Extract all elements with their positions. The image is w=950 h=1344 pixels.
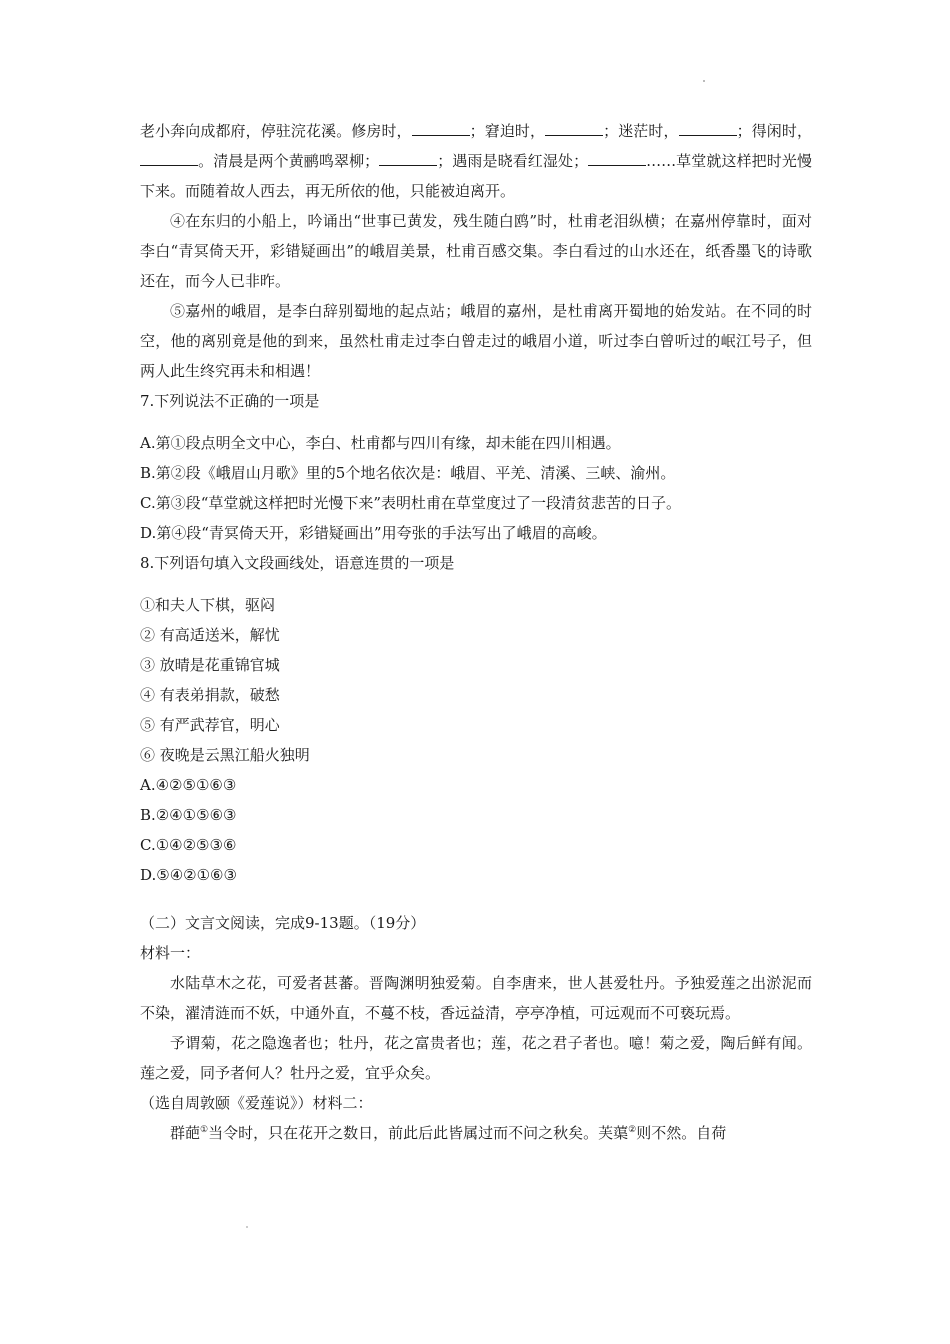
text: 群葩 — [170, 1124, 201, 1142]
text: 。清晨是两个黄鹂鸣翠柳； — [198, 152, 380, 170]
paragraph-4: ④在东归的小船上，吟诵出“世事已黄发，残生随白鸥”时，杜甫老泪纵横；在嘉州停靠时，面对李白“青冥倚天开，彩错疑画出”的峨眉美景，杜甫百感交集。李白看过的山水还在，纸香墨飞的诗歌还在，而今人已非昨。 — [140, 212, 812, 290]
text: 则不然。自荷 — [636, 1124, 727, 1142]
text: ；遇雨是晓看红湿处； — [437, 152, 589, 170]
q7-option-b: B.第②段《峨眉山月歌》里的5个地名依次是：峨眉、平羌、清溪、三峡、渝州。 — [140, 464, 676, 482]
material-1-paragraph-2: 予谓菊，花之隐逸者也；牡丹，花之富贵者也；莲，花之君子者也。噫！菊之爱，陶后鲜有闻。莲之爱，同予者何人？牡丹之爱，宜乎众矣。 — [140, 1034, 812, 1082]
footnote-ref-2: ② — [628, 1125, 637, 1135]
paragraph-5: ⑤嘉州的峨眉，是李白辞别蜀地的起点站；峨眉的嘉州，是杜甫离开蜀地的始发站。在不同的时空，他的离别竟是他的到来，虽然杜甫走过李白曾走过的峨眉小道，听过李白曾听过的岷江号子，但两人此生终究再未和相遇！ — [140, 302, 812, 380]
q8-option-c: C.①④②⑤③⑥ — [140, 836, 237, 854]
q7-option-d: D.第④段“青冥倚天开，彩错疑画出”用夸张的手法写出了峨眉的高峻。 — [140, 524, 607, 542]
fill-blank — [545, 121, 603, 136]
fill-blank — [379, 151, 437, 166]
scan-dot — [246, 1226, 248, 1228]
text: ；窘迫时， — [469, 122, 546, 140]
paragraph-3 — [140, 116, 812, 206]
question-8-stem: 8.下列语句填入文段画线处，语意连贯的一项是 — [140, 554, 455, 572]
text: ……草堂就这样把时光慢下来。而随着故人西去，再无所依的他，只能被迫离开。 — [140, 152, 812, 200]
material-1-label: 材料一： — [140, 944, 201, 962]
document-body — [140, 116, 812, 1148]
material-2-paragraph-1 — [140, 1118, 812, 1148]
fill-blank — [140, 151, 198, 166]
question-7-stem: 7.下列说法不正确的一项是 — [140, 392, 320, 410]
fill-blank — [412, 121, 470, 136]
q7-option-c: C.第③段“草堂就这样把时光慢下来”表明杜甫在草堂度过了一段清贫悲苦的日子。 — [140, 494, 682, 512]
fill-blank — [679, 121, 737, 136]
text: ；迷茫时， — [603, 122, 679, 140]
q8-item: ⑤ 有严武荐官，明心 — [140, 716, 280, 734]
footnote-ref-1: ① — [200, 1125, 209, 1135]
fill-blank — [588, 151, 646, 166]
q8-item: ①和夫人下棋，驱闷 — [140, 596, 276, 614]
q8-option-d: D.⑤④②①⑥③ — [140, 866, 237, 884]
q8-item: ③ 放晴是花重锦官城 — [140, 656, 280, 674]
source-and-material-2-label: （选自周敦颐《爱莲说》）材料二： — [140, 1094, 373, 1112]
q8-item: ④ 有表弟捐款，破愁 — [140, 686, 280, 704]
q8-option-a: A.④②⑤①⑥③ — [140, 776, 237, 794]
material-1-paragraph-1: 水陆草木之花，可爱者甚蕃。晋陶渊明独爱菊。自李唐来，世人甚爱牡丹。予独爱莲之出淤泥而不染，濯清涟而不妖，中通外直，不蔓不枝，香远益清，亭亭净植，可远观而不可亵玩焉。 — [140, 974, 812, 1022]
q8-item: ⑥ 夜晚是云黑江船火独明 — [140, 746, 310, 764]
scan-dot — [703, 80, 705, 82]
text: 老小奔向成都府，停驻浣花溪。修房时， — [140, 122, 412, 140]
q7-option-a: A.第①段点明全文中心，李白、杜甫都与四川有缘，却未能在四川相遇。 — [140, 434, 621, 452]
section-2-heading: （二）文言文阅读，完成9-13题。（19分） — [140, 914, 426, 932]
q8-item: ② 有高适送米，解忧 — [140, 626, 280, 644]
q8-option-b: B.②④①⑤⑥③ — [140, 806, 237, 824]
text: 当令时，只在花开之数日，前此后此皆属过而不问之秋矣。芙蕖 — [208, 1124, 629, 1142]
text: ；得闲时， — [736, 122, 812, 140]
